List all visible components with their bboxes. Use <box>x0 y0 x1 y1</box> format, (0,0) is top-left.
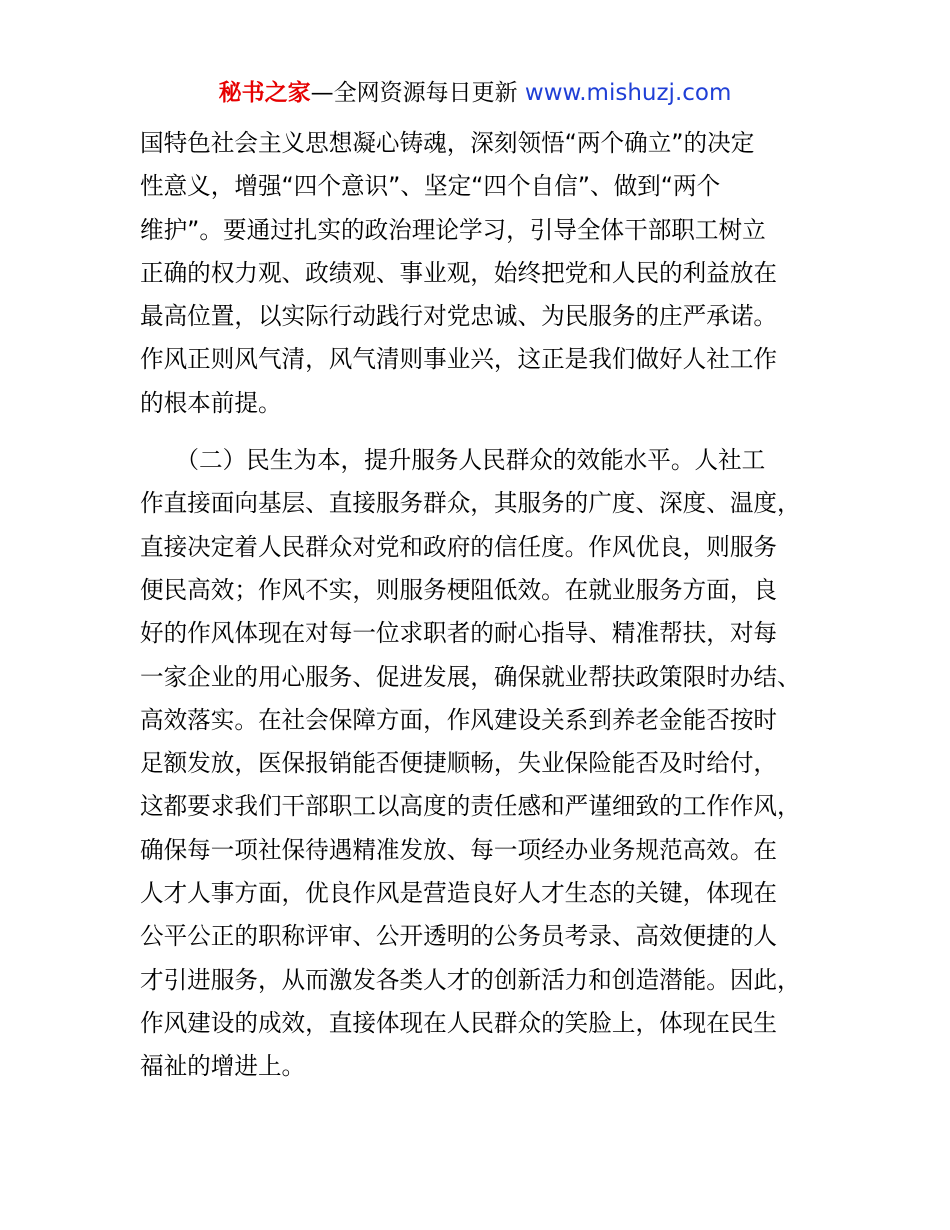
text-line: 作直接面向基层、直接服务群众，其服务的广度、深度、温度， <box>140 489 801 518</box>
text-line: 这都要求我们干部职工以高度的责任感和严谨细致的工作作风， <box>140 792 801 821</box>
text-line: 维护”。要通过扎实的政治理论学习，引导全体干部职工树立 <box>140 215 766 244</box>
text-line: 足额发放，医保报销能否便捷顺畅，失业保险能否及时给付， <box>140 749 778 778</box>
text-line: 直接决定着人民群众对党和政府的信任度。作风优良，则服务 <box>140 532 778 561</box>
text-line: 好的作风体现在对每一位求职者的耐心指导、精准帮扶，对每 <box>140 619 778 648</box>
text-line: （二）民生为本，提升服务人民群众的效能水平。人社工 <box>140 446 766 475</box>
brand-name: 秘书之家 <box>218 80 311 106</box>
text-line: 国特色社会主义思想凝心铸魂，深刻领悟“两个确立”的决定 <box>140 129 755 157</box>
header-slogan: —全网资源每日更新 <box>310 80 525 106</box>
paragraph <box>140 122 830 425</box>
paragraph-gap <box>140 425 830 439</box>
text-line: 的根本前提。 <box>140 388 282 417</box>
site-url[interactable]: www.mishuzj.com <box>524 80 732 106</box>
text-line: 最高位置，以实际行动践行对党忠诚、为民服务的庄严承诺。 <box>140 302 778 331</box>
text-line: 作风正则风气清，风气清则事业兴，这正是我们做好人社工作 <box>140 345 778 374</box>
paragraph <box>140 439 830 1088</box>
text-line: 作风建设的成效，直接体现在人民群众的笑脸上，体现在民生 <box>140 1008 778 1037</box>
text-line: 确保每一项社保待遇精准发放、每一项经办业务规范高效。在 <box>140 835 778 864</box>
text-line: 正确的权力观、政绩观、事业观，始终把党和人民的利益放在 <box>140 258 778 287</box>
text-line: 人才人事方面，优良作风是营造良好人才生态的关键，体现在 <box>140 879 778 908</box>
page-header <box>0 78 950 108</box>
text-line: 福祉的增进上。 <box>140 1052 306 1081</box>
text-line: 性意义，增强“四个意识”、坚定“四个自信”、做到“两个 <box>140 172 721 201</box>
text-line: 一家企业的用心服务、促进发展，确保就业帮扶政策限时办结、 <box>140 662 801 691</box>
text-line: 高效落实。在社会保障方面，作风建设关系到养老金能否按时 <box>140 705 778 734</box>
text-line: 才引进服务，从而激发各类人才的创新活力和创造潜能。因此， <box>140 965 801 994</box>
text-line: 便民高效；作风不实，则服务梗阻低效。在就业服务方面，良 <box>140 575 778 604</box>
document-body <box>140 122 830 1089</box>
text-line: 公平公正的职称评审、公开透明的公务员考录、高效便捷的人 <box>140 922 778 951</box>
